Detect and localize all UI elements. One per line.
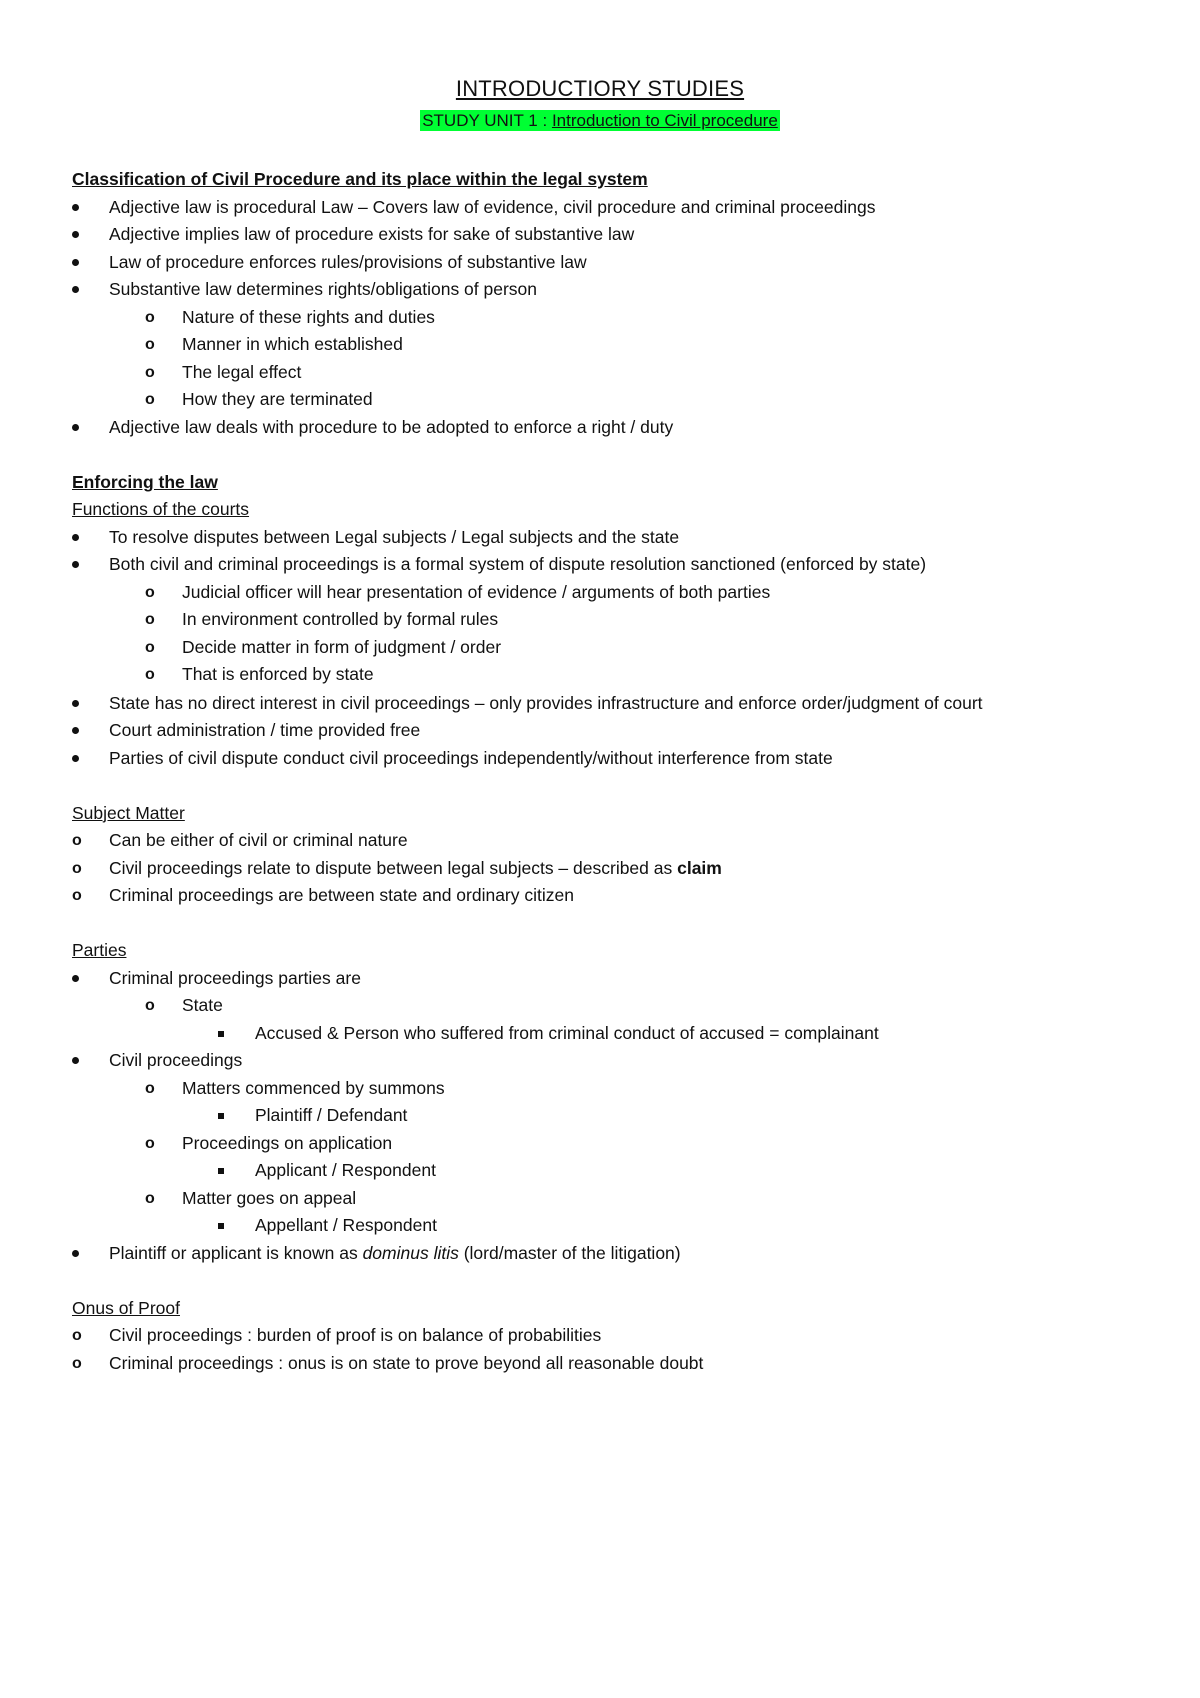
study-unit-prefix: STUDY UNIT 1 :: [422, 111, 552, 130]
list-item-text: Court administration / time provided free: [109, 720, 421, 740]
list-item-text: Adjective law deals with procedure to be adopted to enforce a right / duty: [109, 416, 674, 437]
sub-list-item: [72, 331, 1132, 359]
sub-list-item: [72, 606, 1132, 634]
sub-sub-list-item: [72, 1102, 1132, 1130]
circle-bullet-icon: o: [145, 391, 155, 408]
section-heading-enforcing: [72, 469, 1132, 497]
list-item-text: Appellant / Respondent: [255, 1215, 437, 1235]
list-item: [72, 855, 1132, 883]
study-unit-topic: Introduction to Civil procedure: [551, 111, 778, 130]
functions-subheading-text: Functions of the courts: [72, 499, 250, 519]
dominus-litis-term: dominus litis: [362, 1242, 459, 1263]
onus-heading-text: Onus of Proof: [72, 1297, 180, 1318]
list-item: [72, 689, 1132, 718]
document-title: INTRODUCTIORY STUDIES: [455, 76, 745, 101]
study-unit-highlight: [420, 110, 780, 131]
circle-bullet-icon: o: [145, 638, 155, 656]
circle-bullet-icon: o: [145, 1134, 155, 1152]
document-body: [72, 166, 1132, 1377]
circle-bullet-icon: o: [145, 336, 155, 353]
section-heading-subject-matter: [72, 800, 1132, 828]
section-heading-parties: [72, 937, 1132, 965]
sub-list-item: [72, 1130, 1132, 1158]
circle-bullet-icon: o: [72, 887, 82, 904]
list-item-text: Plaintiff / Defendant: [255, 1105, 408, 1125]
circle-bullet-icon: o: [72, 859, 82, 877]
list-item-text: Matters commenced by summons: [182, 1077, 445, 1098]
list-item-text: Both civil and criminal proceedings is a formal system of dispute resolution sanctioned (enforced by state): [109, 554, 927, 574]
list-item: [72, 745, 1132, 773]
list-item: [72, 194, 1132, 222]
list-item: [72, 221, 1132, 249]
list-item: [72, 1350, 1132, 1378]
circle-bullet-icon: o: [145, 363, 155, 381]
list-item-text: Matter goes on appeal: [182, 1187, 357, 1208]
spacer: [72, 1267, 1132, 1295]
list-item-text: Law of procedure enforces rules/provisions of substantive law: [109, 251, 587, 272]
list-item: [72, 414, 1132, 442]
list-item: [72, 524, 1132, 552]
study-unit-heading: [0, 110, 1200, 131]
list-item-text: (lord/master of the litigation): [458, 1242, 681, 1263]
sub-sub-list-item: [72, 1020, 1132, 1048]
enforcing-heading-text: Enforcing the law: [72, 471, 218, 492]
list-item-text: Judicial officer will hear presentation of evidence / arguments of both parties: [182, 581, 771, 602]
circle-bullet-icon: o: [145, 1079, 155, 1097]
classification-heading-text: Classification of Civil Procedure and its place within the legal system: [72, 169, 648, 189]
list-item-text: Criminal proceedings are between state and ordinary citizen: [109, 885, 574, 905]
sub-list-item: [72, 304, 1132, 332]
list-item-text: That is enforced by state: [182, 664, 374, 684]
list-item-text: Adjective implies law of procedure exists for sake of substantive law: [109, 224, 635, 244]
list-item-text: Civil proceedings relate to dispute between legal subjects – described as: [109, 857, 678, 878]
sub-list-item: [72, 1185, 1132, 1213]
circle-bullet-icon: o: [145, 583, 155, 601]
list-item: [72, 551, 1132, 579]
list-item: [72, 882, 1132, 910]
sub-list-item: [72, 386, 1132, 414]
list-item: [72, 249, 1132, 277]
list-item-text: Civil proceedings: [109, 1050, 243, 1070]
circle-bullet-icon: o: [72, 832, 82, 849]
section-subheading-functions: [72, 496, 1132, 524]
circle-bullet-icon: o: [145, 666, 155, 683]
sub-sub-list-item: [72, 1157, 1132, 1185]
sub-list-item: [72, 579, 1132, 607]
list-item-text: Criminal proceedings parties are: [109, 967, 361, 988]
list-item-text: Civil proceedings : burden of proof is on balance of probabilities: [109, 1325, 602, 1345]
list-item: [72, 717, 1132, 745]
list-item-text: How they are terminated: [182, 389, 373, 409]
list-item-text: Can be either of civil or criminal nature: [109, 830, 408, 850]
sub-list-item: [72, 359, 1132, 387]
list-item: [72, 1322, 1132, 1350]
list-item-text: In environment controlled by formal rules: [182, 609, 499, 629]
parties-heading-text: Parties: [72, 940, 127, 960]
claim-term: claim: [677, 857, 722, 878]
sub-sub-list-item: [72, 1212, 1132, 1240]
circle-bullet-icon: o: [72, 1327, 82, 1344]
list-item-text: Manner in which established: [182, 334, 403, 354]
circle-bullet-icon: o: [145, 997, 155, 1014]
spacer: [72, 441, 1132, 469]
list-item: [72, 276, 1132, 304]
list-item-text: Applicant / Respondent: [255, 1160, 436, 1180]
list-item-text: Accused & Person who suffered from criminal conduct of accused = complainant: [255, 1022, 879, 1043]
circle-bullet-icon: o: [145, 611, 155, 628]
sub-list-item: [72, 1075, 1132, 1103]
list-item-text: Adjective law is procedural Law – Covers law of evidence, civil procedure and criminal proceedings: [109, 196, 876, 217]
list-item-text: Plaintiff or applicant is known as: [109, 1242, 363, 1263]
sub-list-item: [72, 661, 1132, 689]
spacer: [72, 772, 1132, 800]
sub-list-item: [72, 634, 1132, 662]
list-item: [72, 1047, 1132, 1075]
list-item-text: Parties of civil dispute conduct civil proceedings independently/without interference from state: [109, 747, 833, 768]
list-item-text: The legal effect: [182, 361, 302, 382]
list-item-text: Criminal proceedings : onus is on state to prove beyond all reasonable doubt: [109, 1352, 704, 1373]
list-item-text: Substantive law determines rights/obligations of person: [109, 279, 538, 299]
circle-bullet-icon: o: [145, 1189, 155, 1207]
list-item-text: State has no direct interest in civil proceedings – only provides infrastructure and enforce order/judgment of court: [109, 692, 983, 713]
section-heading-classification: [72, 166, 1132, 194]
section-heading-onus: [72, 1295, 1132, 1323]
spacer: [72, 910, 1132, 938]
list-item-text: To resolve disputes between Legal subjects / Legal subjects and the state: [109, 526, 680, 547]
list-item: [72, 827, 1132, 855]
list-item-text: Nature of these rights and duties: [182, 306, 435, 327]
subject-matter-heading-text: Subject Matter: [72, 802, 185, 823]
circle-bullet-icon: o: [145, 308, 155, 326]
list-item: [72, 965, 1132, 993]
sub-list-item: [72, 992, 1132, 1020]
circle-bullet-icon: o: [72, 1354, 82, 1372]
list-item-text: Proceedings on application: [182, 1132, 393, 1153]
list-item-text: State: [182, 995, 223, 1015]
list-item: [72, 1240, 1132, 1268]
list-item-text: Decide matter in form of judgment / order: [182, 636, 502, 657]
